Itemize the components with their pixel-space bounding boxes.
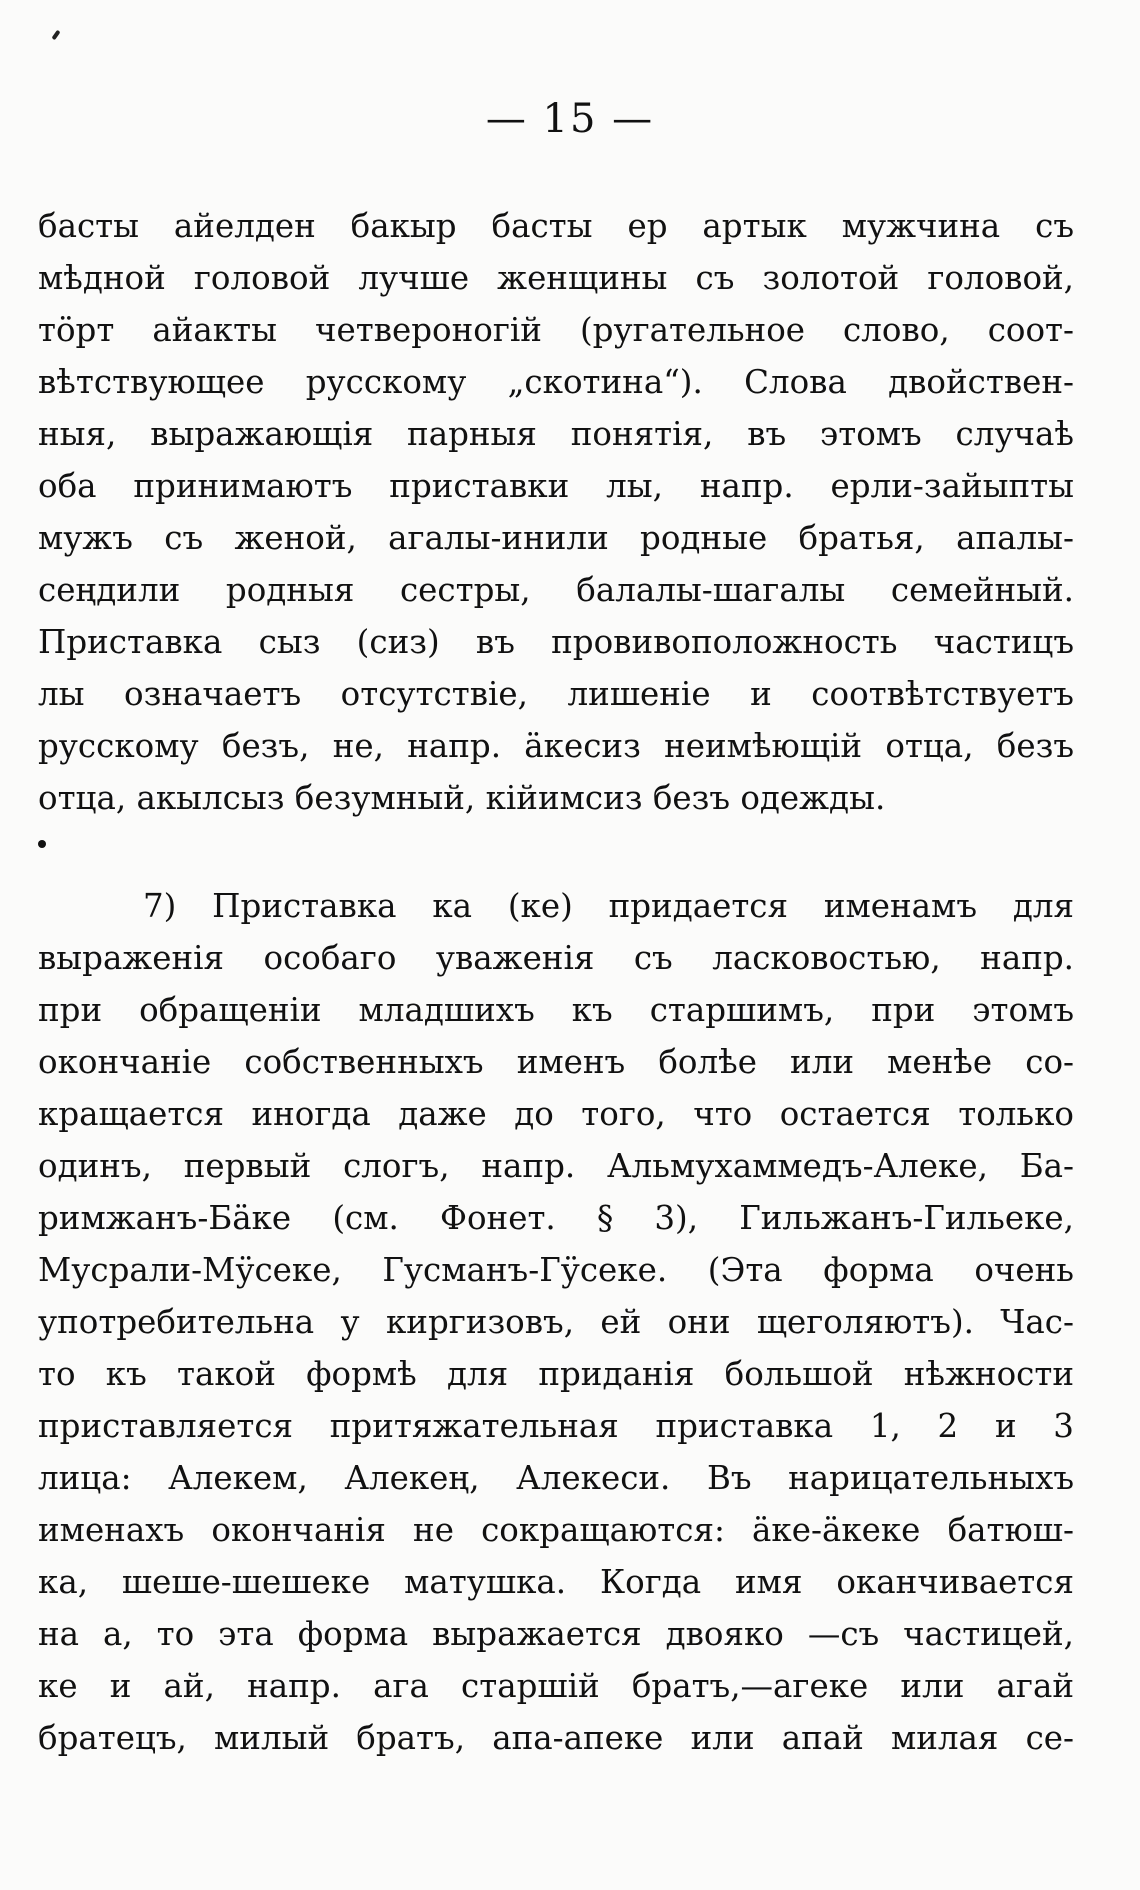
text-line: то къ такой формѣ для приданія большой нѣжности bbox=[38, 1355, 1074, 1393]
text-line: выраженія особаго уваженія съ ласковостью, напр. bbox=[38, 939, 1074, 977]
paragraph-1 bbox=[38, 200, 1074, 824]
paragraph-2 bbox=[38, 880, 1074, 1764]
text-line: тӧрт айакты четвероногій (ругательное слово, соот- bbox=[38, 311, 1074, 349]
text-line: кращается иногда даже до того, что остается только bbox=[38, 1095, 1074, 1133]
ink-dot bbox=[38, 840, 46, 848]
text-line: лица: Алекем, Алекең, Алекеси. Въ нарицательныхъ bbox=[38, 1459, 1074, 1497]
text-line: мужъ съ женой, агалы-инили родные братья, апалы- bbox=[38, 519, 1074, 557]
text-line: ке и ай, напр. ага старшій братъ,—агеке или агай bbox=[38, 1667, 1074, 1705]
text-line: оба принимаютъ приставки лы, напр. ерли-зайыпты bbox=[38, 467, 1074, 505]
text-line: окончаніе собственныхъ именъ болѣе или менѣе со- bbox=[38, 1043, 1074, 1081]
text-line: вѣтствующее русскому „скотина“). Слова двойствен- bbox=[38, 363, 1074, 401]
text-line: Приставка сыз (сиз) въ провивоположность частицъ bbox=[38, 623, 1074, 661]
text-line: русскому безъ, не, напр. ӓкесиз неимѣющій отца, безъ bbox=[38, 727, 1074, 765]
text-line: братецъ, милый братъ, апа-апеке или апай милая се- bbox=[38, 1719, 1074, 1757]
text-line: ка, шеше-шешеке матушка. Когда имя оканчивается bbox=[38, 1563, 1074, 1601]
text-line: басты айелден бакыр басты ер артык мужчина съ bbox=[38, 207, 1074, 245]
text-line: Мусрали-Мӱсеке, Гусманъ-Гӱсеке. (Эта форма очень bbox=[38, 1251, 1074, 1289]
text-line: отца, акылсыз безумный, кійимсиз безъ одежды. bbox=[38, 779, 886, 817]
text-line: именахъ окончанія не сокращаются: ӓке-ӓкеке батюш- bbox=[38, 1511, 1074, 1549]
text-line: одинъ, первый слогъ, напр. Альмухаммедъ-Алеке, Ба- bbox=[38, 1147, 1074, 1185]
text-line: римжанъ-Бӓке (см. Фонет. § 3), Гильжанъ-Гильеке, bbox=[38, 1199, 1074, 1237]
page-number: — 15 — bbox=[485, 96, 655, 142]
text-line: приставляется притяжательная приставка 1, 2 и 3 bbox=[38, 1407, 1074, 1445]
ink-speck bbox=[51, 30, 60, 40]
text-line: лы означаетъ отсутствіе, лишеніе и соотвѣтствуетъ bbox=[38, 675, 1074, 713]
text-line: сеңдили родныя сестры, балалы-шагалы семейный. bbox=[38, 571, 1074, 609]
text-line: при обращеніи младшихъ къ старшимъ, при этомъ bbox=[38, 991, 1074, 1029]
text-line: ныя, выражающія парныя понятія, въ этомъ случаѣ bbox=[38, 415, 1074, 453]
text-line: употребительна у киргизовъ, ей они щеголяютъ). Час- bbox=[38, 1303, 1074, 1341]
text-line: на а, то эта форма выражается двояко —съ частицей, bbox=[38, 1615, 1074, 1653]
text-line: 7) Приставка ка (ке) придается именамъ для bbox=[143, 887, 1074, 925]
text-line: мѣдной головой лучше женщины съ золотой головой, bbox=[38, 259, 1074, 297]
